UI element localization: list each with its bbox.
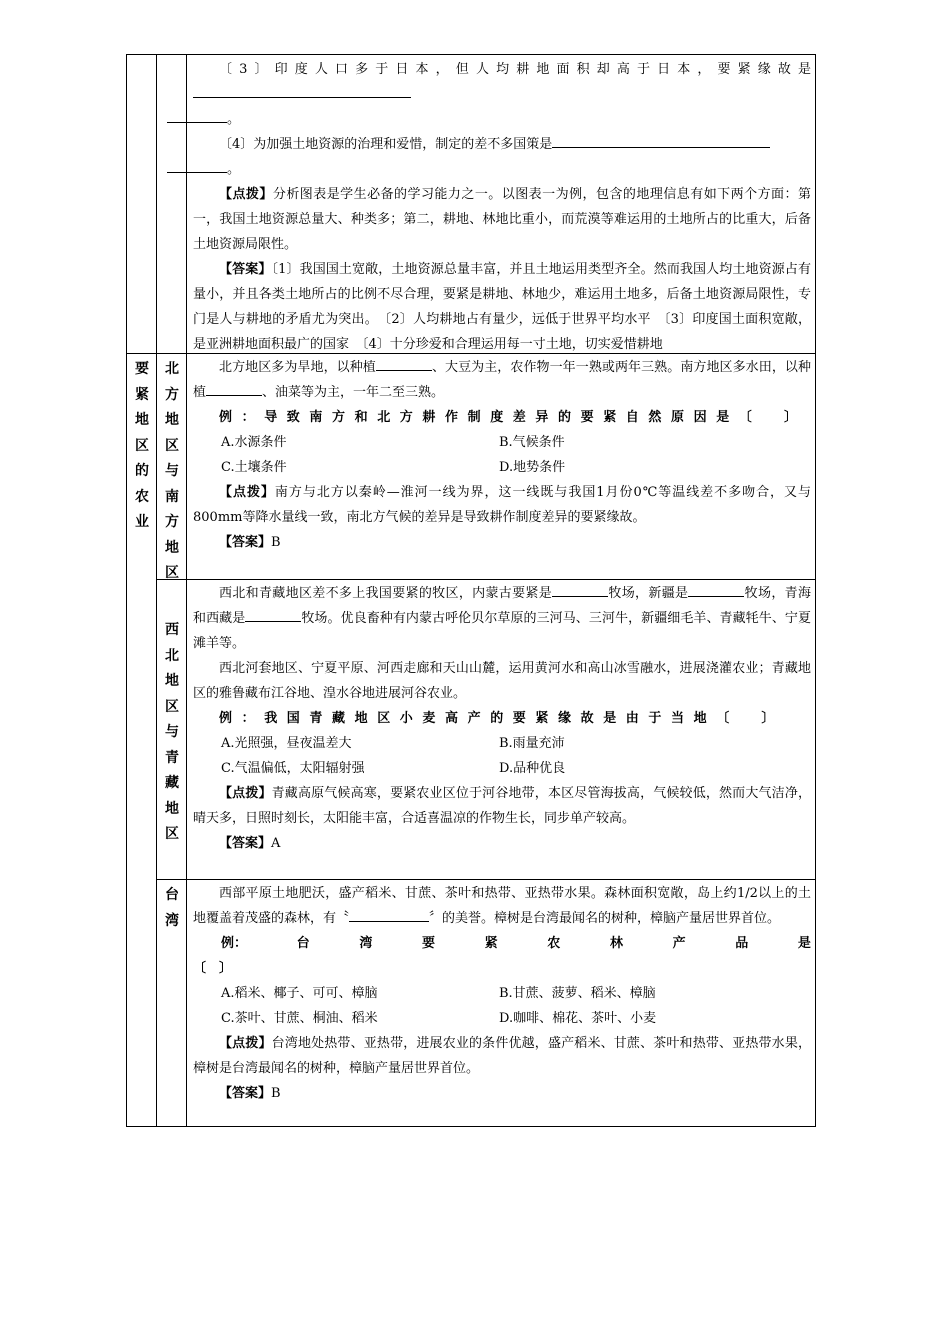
example-word: 紧: [484, 936, 498, 951]
label-char: 青: [165, 749, 179, 766]
northwest-content: [193, 581, 811, 856]
subsection-label-taiwan: [157, 883, 187, 934]
intro-text: 牧场。优良畜种有内蒙古呼伦贝尔草原的三河马、三河牛，新疆细毛羊、青藏牦牛、宁夏滩羊等。: [193, 611, 811, 651]
label-char: 湾: [165, 912, 179, 929]
subsection-label-northwest: [157, 618, 187, 848]
intro-text: 西部平原土地肥沃，盛产稻米、甘蔗、茶叶和热带、亚热带水果。森林面积宽敞，岛上约1/2以上的土地覆盖着茂盛的森林，有〝: [193, 886, 811, 926]
question-4: [193, 132, 811, 182]
hint-label: 【点拨】: [219, 187, 273, 202]
taiwan-content: [193, 881, 811, 1106]
answer-label: 【答案】: [219, 535, 272, 550]
label-char: 区: [165, 698, 179, 715]
section-char: 区: [135, 437, 149, 454]
example-question: [193, 405, 811, 430]
irrigation-paragraph: 西北河套地区、宁夏平原、河西走廊和天山山麓，运用黄河水和高山冰雪融水，进展浇灌农业；青藏地区的雅鲁藏布江谷地、湟水谷地进展河谷农业。: [193, 661, 811, 701]
example-word: 要: [421, 936, 435, 951]
answer-blank: [349, 907, 429, 922]
example-word: 湾: [359, 936, 373, 951]
label-char: 方: [165, 386, 179, 403]
example-word: 产: [672, 936, 686, 951]
label-char: 区: [165, 437, 179, 454]
hint-paragraph: [193, 182, 811, 257]
intro-paragraph: [193, 581, 811, 656]
answer-text: B: [271, 535, 281, 550]
section-column: [127, 55, 157, 1126]
intro-text: 〞的美誉。樟树是台湾最闻名的树种，樟脑产量居世界首位。: [429, 911, 781, 926]
example-question: [193, 706, 811, 731]
label-char: 方: [165, 514, 179, 530]
question-4-text: 〔4〕为加强土地资源的治理和爱惜，制定的差不多国策是: [219, 137, 553, 152]
north-south-content: [193, 355, 811, 555]
subsection-column: [157, 55, 187, 1126]
label-char: 北: [165, 361, 179, 377]
label-char: 与: [165, 463, 179, 479]
answer-blank: [245, 607, 301, 622]
hint-paragraph: [193, 480, 811, 530]
hint-paragraph: [193, 781, 811, 831]
answer-label: 【答案】: [219, 262, 272, 277]
intro-paragraph: [193, 355, 811, 405]
answer-text: B: [271, 1086, 281, 1101]
label-char: 区: [165, 565, 179, 581]
section-label: [127, 357, 157, 536]
section-char: 紧: [135, 386, 149, 403]
example-word: 是: [797, 936, 811, 951]
intro-text: 牧场，新疆是: [608, 586, 689, 601]
answer-paragraph: [193, 257, 811, 357]
section-char: 业: [135, 514, 149, 530]
intro-text: 、油菜等为主，一年二至三熟。: [262, 385, 445, 400]
intro-text: 西北和青藏地区差不多上我国要紧的牧区，内蒙古要紧是: [219, 586, 553, 601]
label-char: 地: [165, 539, 179, 556]
hint-label: 【点拨】: [219, 1036, 272, 1051]
example-word: 林: [609, 936, 623, 951]
option-c: C.土壤条件: [221, 460, 287, 475]
example-text: 例：我国青藏地区小麦高产的要紧缘故是由于当地〔 〕: [219, 711, 785, 726]
answer-paragraph: [193, 831, 811, 856]
option-a: A.稻米、椰子、可可、樟脑: [221, 986, 378, 1001]
section-char: 农: [135, 488, 149, 505]
hint-text: 台湾地处热带、亚热带，进展农业的条件优越，盛产稻米、甘蔗、茶叶和热带、亚热带水果，樟树是台湾最闻名的树种，樟脑产量居世界首位。: [193, 1036, 811, 1076]
example-text: 例：导致南方和北方耕作制度差异的要紧自然原因是〔 〕: [219, 410, 807, 425]
answer-label: 【答案】: [219, 836, 272, 851]
row-divider: [157, 579, 815, 580]
answer-text: A: [271, 836, 281, 851]
label-char: 地: [165, 412, 179, 428]
example-word: 例：: [221, 936, 248, 951]
option-d: D.咖啡、棉花、茶叶、小麦: [499, 1011, 657, 1026]
question-3-text: 〔3〕印度人口多于日本，但人均耕地面积却高于日本，要紧缘故是: [219, 62, 811, 77]
label-char: 地: [165, 673, 179, 689]
example-bracket-text: 〔 〕: [193, 961, 233, 976]
answer-blank: [376, 356, 432, 371]
row-divider: [157, 879, 815, 880]
label-char: 台: [165, 887, 179, 903]
label-char: 西: [165, 622, 179, 638]
intro-text: 、大豆为主，农作物一年一熟或两年三熟。南方地区多水田，以种植: [193, 360, 811, 400]
options-list: [193, 731, 811, 781]
hint-text: 分析图表是学生必备的学习能力之一。以图表一为例，包含的地理信息有如下两个方面：第一，我国土地资源总量大、种类多；第二，耕地、林地比重小，而荒漠等难运用的土地所占的比重大，后备土地资源局限性。: [193, 187, 811, 252]
example-word: 农: [547, 936, 561, 951]
example-bracket: [193, 956, 811, 981]
answer-blank: [552, 582, 608, 597]
answer-label: 【答案】: [219, 1086, 272, 1101]
row-continuation: [193, 57, 811, 357]
example-question: [193, 931, 811, 956]
answer-blank: [206, 381, 262, 396]
option-b: B.甘蔗、菠萝、稻米、樟脑: [499, 986, 656, 1001]
question-end: 。: [227, 162, 241, 177]
intro-paragraph: [193, 881, 811, 931]
answer-blank: [552, 133, 770, 148]
example-word: 品: [735, 936, 749, 951]
answer-blank: [193, 83, 411, 98]
label-char: 北: [165, 647, 179, 664]
label-char: 地: [165, 800, 179, 817]
label-char: 南: [165, 488, 179, 505]
option-a: A.光照强，昼夜温差大: [221, 736, 352, 751]
section-char: 的: [135, 463, 149, 479]
answer-text: 〔1〕我国国土宽敞，土地资源总量丰富，并且土地运用类型齐全。然而我国人均土地资源占有量小，并且各类土地所占的比例不尽合理，要紧是耕地、林地少，难运用土地多，后备土地资源局限性，专门是人与耕地的矛盾尤为突出。 〔2〕人均耕地占有量少，远低于世界平均水平 〔3〕印度国土面积宽敞，是亚洲耕地面积最广的国家 〔4〕十分珍爱和合理运用每一寸土地，切实爱惜耕地: [193, 262, 811, 352]
answer-paragraph: [193, 530, 811, 555]
subsection-label-north-south: [157, 357, 187, 587]
option-b: B.雨量充沛: [499, 736, 565, 751]
option-a: A.水源条件: [221, 435, 287, 450]
answer-blank: [167, 108, 227, 123]
hint-paragraph: [193, 1031, 811, 1081]
worksheet-table: [126, 54, 816, 1127]
label-char: 与: [165, 724, 179, 740]
answer-blank: [688, 582, 744, 597]
options-list: [193, 430, 811, 480]
section-char: 要: [135, 361, 149, 377]
option-c: C.气温偏低，太阳辐射强: [221, 761, 365, 776]
option-b: B.气候条件: [499, 435, 565, 450]
answer-blank: [167, 158, 227, 173]
option-c: C.茶叶、甘蔗、桐油、稻米: [221, 1011, 378, 1026]
hint-text: 青藏高原气候高寒，要紧农业区位于河谷地带，本区尽管海拔高，气候较低，然而大气洁净，晴天多，日照时刻长，太阳能丰富，合适喜温凉的作物生长，同步单产较高。: [193, 786, 811, 826]
answer-paragraph: [193, 1081, 811, 1106]
intro-text: 牧场，青海和西藏是: [193, 586, 811, 626]
hint-label: 【点拨】: [219, 485, 275, 500]
question-end: 。: [227, 112, 241, 127]
section-char: 地: [135, 412, 149, 428]
options-list: [193, 981, 811, 1031]
option-d: D.地势条件: [499, 460, 566, 475]
option-d: D.品种优良: [499, 761, 566, 776]
example-word: 台: [296, 936, 310, 951]
label-char: 区: [165, 826, 179, 842]
intro-text: 北方地区多为旱地，以种植: [219, 360, 376, 375]
hint-label: 【点拨】: [219, 786, 272, 801]
hint-text: 南方与北方以秦岭—淮河一线为界，这一线既与我国1月份0℃等温线差不多吻合，又与800mm等降水量线一致，南北方气候的差异是导致耕作制度差异的要紧缘故。: [193, 485, 811, 525]
question-3: [193, 57, 811, 132]
label-char: 藏: [165, 775, 179, 791]
